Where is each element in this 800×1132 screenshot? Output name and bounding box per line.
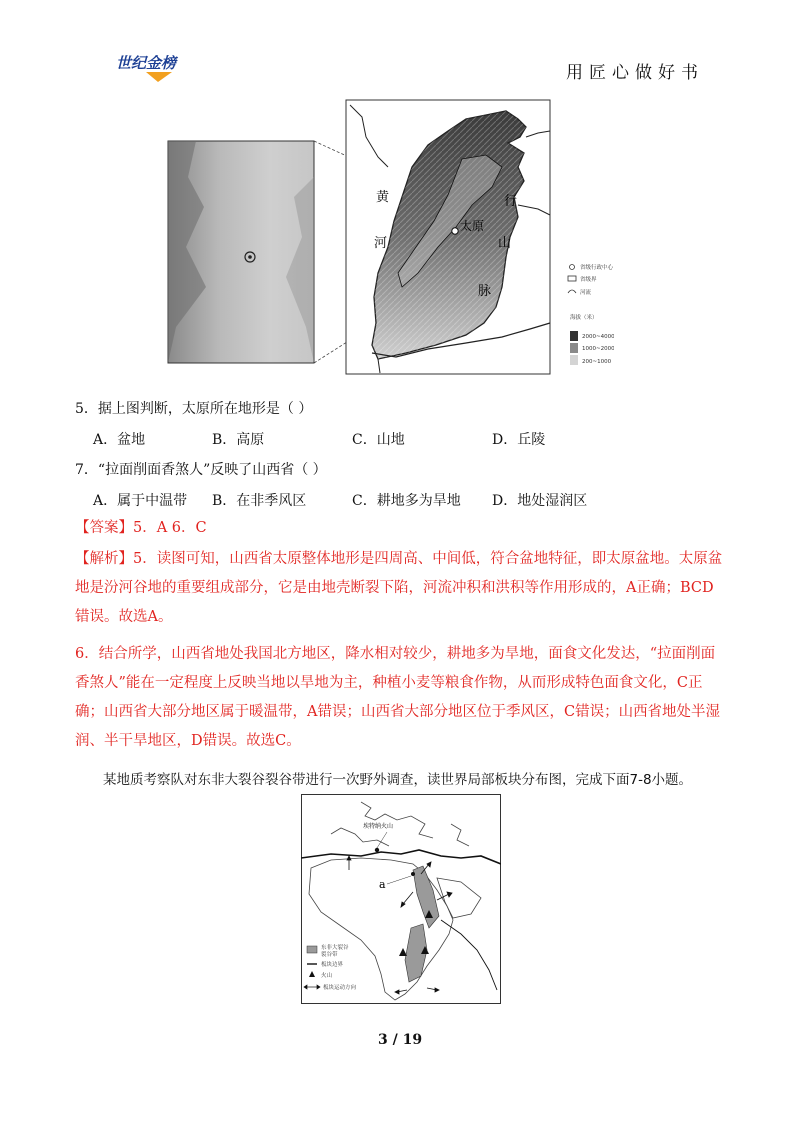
legend-elev-low-swatch (570, 355, 578, 365)
label-mai: 脉 (478, 284, 492, 299)
q5-option-c: C．山地 (352, 432, 405, 448)
map1-legend (568, 263, 614, 365)
logo-chevron-icon (146, 72, 172, 82)
publisher-logo (112, 48, 198, 86)
q5-option-d: D．丘陵 (492, 432, 546, 448)
etna-volcano-icon (375, 848, 379, 852)
point-a-label: a (379, 878, 386, 891)
q7-option-d: D．地处湿润区 (492, 493, 588, 509)
header-slogan: 用匠心做好书 (566, 63, 704, 83)
label-shan: 山 (498, 236, 512, 251)
svg-text:裂谷带: 裂谷带 (321, 952, 338, 958)
shanxi-terrain-map (166, 97, 614, 377)
svg-text:省级界: 省级界 (580, 277, 597, 283)
answer-line: 【答案】5．A 6．C (75, 520, 207, 536)
svg-text:板块边界: 板块边界 (321, 962, 344, 968)
etna-label: 埃特纳火山 (363, 823, 394, 830)
legend-river-icon (568, 290, 576, 293)
legend-elev-high-swatch (570, 331, 578, 341)
legend-rift-swatch (307, 946, 317, 953)
label-taiyuan: 太原 (460, 219, 485, 233)
q7-option-a: A．属于中温带 (93, 493, 188, 509)
legend-elev-mid-swatch (570, 343, 578, 353)
question-7-stem: 7．“拉面削面香煞人”反映了山西省（ ） (75, 462, 327, 478)
section-intro: 某地质考察队对东非大裂谷裂谷带进行一次野外调查，读世界局部板块分布图，完成下面7-8小题。 (103, 772, 693, 788)
logo-text: 世纪金榜 (116, 54, 177, 72)
svg-text:板块运动方向: 板块运动方向 (323, 985, 357, 991)
q5-option-b: B．高原 (212, 432, 265, 448)
q7-option-b: B．在非季风区 (212, 493, 307, 509)
explanation-q5: 【解析】5．读图可知，山西省太原整体地形是四周高、中间低，符合盆地特征，即太原盆地。太原盆地是汾河谷地的重要组成部分，它是由地壳断裂下陷，河流冲积和洪积等作用形成的，A正确；BCD错误。故选A。 (75, 551, 723, 625)
explanation-q6: 6．结合所学，山西省地处我国北方地区，降水相对较少，耕地多为旱地，面食文化发达，“拉面削面香煞人”能在一定程度上反映当地以旱地为主，种植小麦等粮食作物，从而形成特色面食文化，C正确；山西省大部分地区属于暖温带，A错误；山西省大部分地区位于季风区，C错误；山西省地处半湿润、半干旱地区，D错误。故选C。 (75, 646, 721, 749)
svg-text:1000~2000: 1000~2000 (582, 346, 614, 352)
svg-text:东非大裂谷: 东非大裂谷 (321, 945, 349, 951)
label-huang: 黄 (376, 190, 390, 205)
svg-text:河流: 河流 (580, 290, 592, 296)
svg-text:2000~4000: 2000~4000 (582, 334, 614, 340)
page-number: 3 / 19 (378, 1032, 423, 1048)
label-xing: 行 (504, 194, 518, 209)
svg-text:海拔（米）: 海拔（米） (570, 315, 598, 321)
point-a-marker (411, 872, 415, 876)
question-5-stem: 5．据上图判断，太原所在地形是（ ） (75, 401, 313, 417)
taiyuan-inset-map (168, 141, 314, 363)
legend-boundary-icon (568, 276, 576, 281)
q7-option-c: C．耕地多为旱地 (352, 493, 461, 509)
plate-boundary-map (301, 794, 501, 1004)
svg-text:省级行政中心: 省级行政中心 (580, 265, 614, 271)
taiyuan-capital-icon (452, 228, 458, 234)
q5-option-a: A．盆地 (93, 432, 146, 448)
svg-text:200~1000: 200~1000 (582, 359, 612, 365)
svg-text:火山: 火山 (321, 973, 333, 979)
legend-capital-icon (570, 265, 575, 270)
label-he: 河 (374, 236, 388, 251)
